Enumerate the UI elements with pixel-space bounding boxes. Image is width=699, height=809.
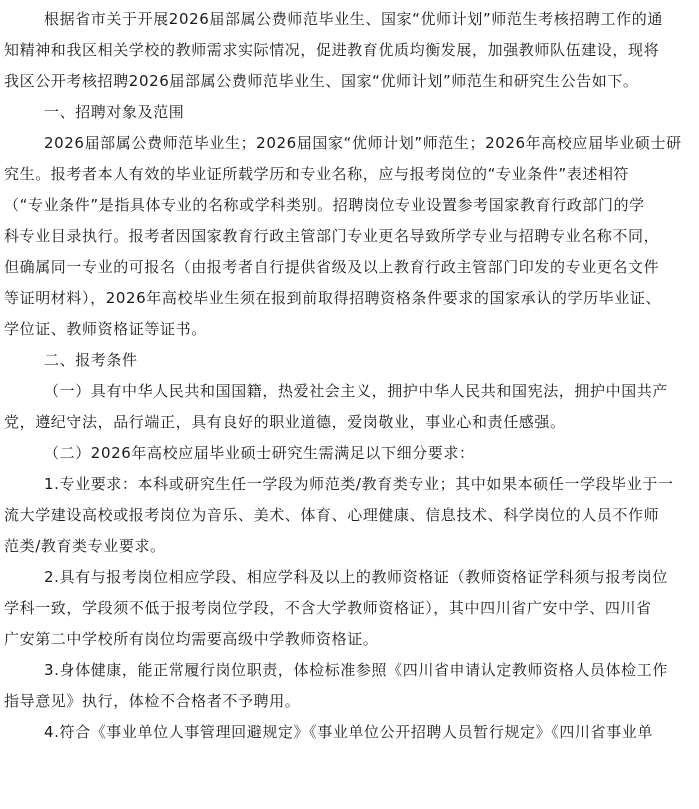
paragraph-line: 3.身体健康，能正常履行岗位职责，体检标准参照《四川省申请认定教师资格人员体检工作 bbox=[44, 661, 668, 679]
paragraph-line: 广安第二中学校所有岗位均需要高级中学教师资格证。 bbox=[4, 630, 379, 648]
section-heading: 一、招聘对象及范围 bbox=[44, 103, 185, 121]
paragraph-line: 2.具有与报考岗位相应学段、相应学科及以上的教师资格证（教师资格证学科须与报考岗位 bbox=[44, 568, 668, 586]
paragraph-line: 1.专业要求：本科或研究生任一学段为师范类/教育类专业；其中如果本硕任一学段毕业于一 bbox=[44, 475, 674, 493]
paragraph-line: 科专业目录执行。报考者因国家教育行政主管部门专业更名导致所学专业与招聘专业名称不同， bbox=[4, 227, 660, 245]
paragraph-line: 究生。报考者本人有效的毕业证所载学历和专业名称，应与报考岗位的“专业条件”表述相符 bbox=[4, 165, 630, 183]
paragraph-line: 但确属同一专业的可报名（由报考者自行提供省级及以上教育行政主管部门印发的专业更名文件 bbox=[4, 258, 660, 276]
paragraph-line: 流大学建设高校或报考岗位为音乐、美术、体育、心理健康、信息技术、科学岗位的人员不作师 bbox=[4, 506, 660, 524]
paragraph-line: 指导意见》执行，体检不合格者不予聘用。 bbox=[4, 692, 301, 710]
paragraph-line: 党，遵纪守法，品行端正，具有良好的职业道德，爱岗敬业，事业心和责任感强。 bbox=[4, 413, 566, 431]
paragraph-line: 2026届部属公费师范毕业生；2026届国家“优师计划”师范生；2026年高校应届毕业硕士研 bbox=[44, 134, 682, 152]
paragraph-line: 知精神和我区相关学校的教师需求实际情况，促进教育优质均衡发展，加强教师队伍建设，现将 bbox=[4, 41, 660, 59]
subsection-heading: （二）2026年高校应届毕业硕士研究生需满足以下细分要求： bbox=[44, 444, 475, 462]
paragraph-line: 我区公开考核招聘2026届部属公费师范毕业生、国家“优师计划”师范生和研究生公告如下。 bbox=[4, 72, 639, 90]
paragraph-line: （“专业条件”是指具体专业的名称或学科类别。招聘岗位专业设置参考国家教育行政部门的学 bbox=[4, 196, 645, 214]
paragraph-line: 范类/教育类专业要求。 bbox=[4, 537, 166, 555]
paragraph-line: 学位证、教师资格证等证书。 bbox=[4, 320, 207, 338]
paragraph-line: 等证明材料），2026年高校毕业生须在报到前取得招聘资格条件要求的国家承认的学历毕业证、 bbox=[4, 289, 662, 307]
paragraph-line: 根据省市关于开展2026届部属公费师范毕业生、国家“优师计划”师范生考核招聘工作的通 bbox=[44, 10, 663, 28]
paragraph-line: 学科一致，学段须不低于报考岗位学段，不含大学教师资格证），其中四川省广安中学、四川省 bbox=[4, 599, 652, 617]
paragraph-line: 4.符合《事业单位人事管理回避规定》《事业单位公开招聘人员暂行规定》《四川省事业单 bbox=[44, 723, 653, 741]
paragraph-line: （一）具有中华人民共和国国籍，热爱社会主义，拥护中华人民共和国宪法，拥护中国共产 bbox=[44, 382, 669, 400]
section-heading: 二、报考条件 bbox=[44, 351, 138, 369]
